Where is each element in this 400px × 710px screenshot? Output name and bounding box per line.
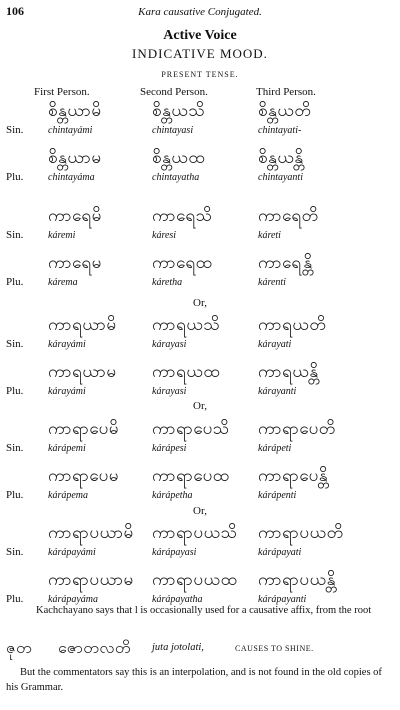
romanized-form: kárápayati bbox=[258, 547, 302, 558]
romanized-form: kárápayasi bbox=[152, 547, 197, 558]
burmese-form: စိန္တယသိ bbox=[152, 101, 206, 121]
footer-paragraph-kachchayano: Kachchayano says that l is occasionally used for a causative affix, from the root bbox=[36, 605, 372, 616]
number-label-sin: Sin. bbox=[6, 546, 24, 558]
burmese-form: စိန္တယာမိ bbox=[48, 101, 102, 121]
number-label-plu: Plu. bbox=[6, 171, 24, 183]
burmese-form: ကာရာပယာမိ bbox=[48, 523, 134, 543]
romanized-form: chintayámi bbox=[48, 125, 93, 136]
romanized-form: kárápayáma bbox=[48, 594, 98, 605]
romanized-form: kárayanti bbox=[258, 386, 297, 397]
romanized-form: kárápenti bbox=[258, 490, 297, 501]
romanized-form: kárápetha bbox=[152, 490, 193, 501]
column-heading-third-person: Third Person. bbox=[256, 86, 316, 98]
example-root-burmese: ဇုတ bbox=[6, 638, 33, 657]
burmese-form: ကာရယာမ bbox=[48, 362, 117, 382]
or-separator: Or, bbox=[193, 400, 207, 412]
romanized-form: chintayáma bbox=[48, 172, 95, 183]
burmese-form: ကာရာပေမိ bbox=[48, 419, 120, 439]
romanized-form: kárápayámi bbox=[48, 547, 96, 558]
romanized-form: kárápesi bbox=[152, 443, 187, 454]
romanized-form: káresi bbox=[152, 230, 177, 241]
number-label-plu: Plu. bbox=[6, 385, 24, 397]
burmese-form: ကာရာပယာမ bbox=[48, 570, 134, 590]
number-label-plu: Plu. bbox=[6, 489, 24, 501]
burmese-form: ကာရာပေန္တိ bbox=[258, 466, 329, 486]
column-heading-first-person: First Person. bbox=[34, 86, 90, 98]
romanized-form: chintayasi bbox=[152, 125, 194, 136]
or-separator: Or, bbox=[193, 297, 207, 309]
burmese-form: ကာရယန္တိ bbox=[258, 362, 319, 382]
burmese-form: ကာရေန္တိ bbox=[258, 253, 313, 273]
number-label-sin: Sin. bbox=[6, 124, 24, 136]
burmese-form: ကာရယတိ bbox=[258, 315, 327, 335]
burmese-form: ကာရာပေထ bbox=[152, 466, 230, 486]
burmese-form: ကာရေသိ bbox=[152, 206, 213, 226]
romanized-form: kárápayatha bbox=[152, 594, 203, 605]
section-voice-heading: Active Voice bbox=[163, 28, 237, 43]
romanized-form: kárenti bbox=[258, 277, 286, 288]
running-title: Kara causative Conjugated. bbox=[138, 6, 262, 18]
burmese-form: ကာရယထ bbox=[152, 362, 221, 382]
romanized-form: káretha bbox=[152, 277, 183, 288]
romanized-form: kárápemi bbox=[48, 443, 86, 454]
romanized-form: chintayatha bbox=[152, 172, 200, 183]
burmese-form: ကာရာပယသိ bbox=[152, 523, 238, 543]
burmese-form: ကာရေတိ bbox=[258, 206, 319, 226]
burmese-form: ကာရေမ bbox=[48, 253, 102, 273]
page-number: 106 bbox=[6, 4, 24, 18]
romanized-form: kárápayanti bbox=[258, 594, 307, 605]
number-label-plu: Plu. bbox=[6, 276, 24, 288]
romanized-form: káremi bbox=[48, 230, 76, 241]
section-mood-heading: INDICATIVE MOOD. bbox=[132, 46, 268, 61]
burmese-form: စိန္တယန္တိ bbox=[258, 148, 304, 168]
burmese-form: ကာရာပယန္တိ bbox=[258, 570, 336, 590]
example-gloss: CAUSES TO SHINE. bbox=[235, 644, 314, 653]
burmese-form: ကာရေမိ bbox=[48, 206, 102, 226]
example-romanized: juta jotolati, bbox=[152, 642, 204, 653]
burmese-form: ကာရာပယတိ bbox=[258, 523, 344, 543]
romanized-form: kárápema bbox=[48, 490, 88, 501]
column-heading-second-person: Second Person. bbox=[140, 86, 208, 98]
burmese-form: စိန္တယထ bbox=[152, 148, 206, 168]
burmese-form: ကာရာပေသိ bbox=[152, 419, 230, 439]
romanized-form: kárápeti bbox=[258, 443, 292, 454]
example-form-burmese: ဇောတလတိ bbox=[58, 638, 131, 657]
romanized-form: kárayati bbox=[258, 339, 292, 350]
burmese-form: ကာရယာမိ bbox=[48, 315, 117, 335]
burmese-form: စိန္တယာမ bbox=[48, 148, 102, 168]
romanized-form: kárayámi bbox=[48, 386, 86, 397]
romanized-form: chintayati- bbox=[258, 125, 302, 136]
burmese-form: ကာရယသိ bbox=[152, 315, 221, 335]
romanized-form: chintayanti bbox=[258, 172, 303, 183]
burmese-form: စိန္တယတိ bbox=[258, 101, 312, 121]
burmese-form: ကာရာပေမ bbox=[48, 466, 120, 486]
romanized-form: kárema bbox=[48, 277, 78, 288]
number-label-plu: Plu. bbox=[6, 593, 24, 605]
burmese-form: ကာရေထ bbox=[152, 253, 213, 273]
romanized-form: kárayasi bbox=[152, 339, 187, 350]
romanized-form: kárayasi bbox=[152, 386, 187, 397]
romanized-form: kárayámi bbox=[48, 339, 86, 350]
or-separator: Or, bbox=[193, 505, 207, 517]
number-label-sin: Sin. bbox=[6, 442, 24, 454]
romanized-form: káreti bbox=[258, 230, 281, 241]
number-label-sin: Sin. bbox=[6, 229, 24, 241]
number-label-sin: Sin. bbox=[6, 338, 24, 350]
burmese-form: ကာရာပေတိ bbox=[258, 419, 336, 439]
burmese-form: ကာရာပယထ bbox=[152, 570, 238, 590]
section-tense-heading: PRESENT TENSE. bbox=[161, 70, 239, 79]
footer-paragraph-commentators: But the commentators say this is an interpolation, and is not found in the old copies of his Grammar. bbox=[6, 667, 382, 693]
